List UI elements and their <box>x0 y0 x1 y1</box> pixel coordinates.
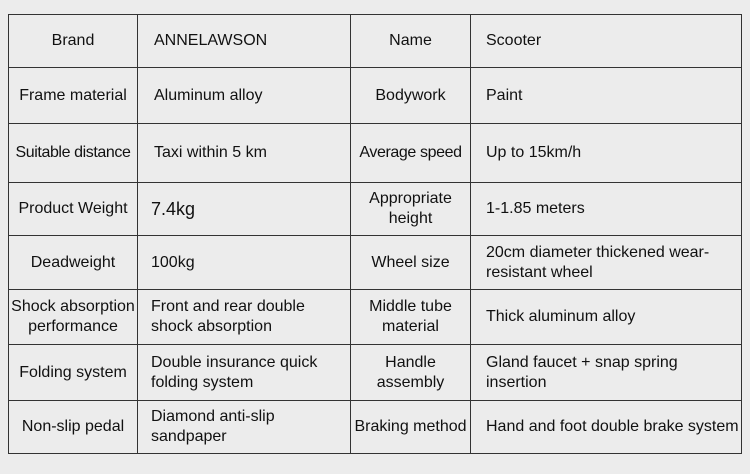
table-row <box>9 345 742 401</box>
spec-label: Frame material <box>9 68 138 124</box>
spec-label: Average speed <box>351 124 471 183</box>
spec-value: Gland faucet + snap spring insertion <box>471 345 742 401</box>
spec-label: Product Weight <box>9 183 138 236</box>
spec-value: ANNELAWSON <box>138 15 351 68</box>
table-row <box>9 124 742 183</box>
spec-value: Thick aluminum alloy <box>471 290 742 345</box>
spec-value: Front and rear double shock absorption <box>138 290 351 345</box>
spec-value: Aluminum alloy <box>138 68 351 124</box>
spec-label: Name <box>351 15 471 68</box>
spec-value: 7.4kg <box>138 183 351 236</box>
spec-label: Middle tube material <box>351 290 471 345</box>
spec-label: Braking method <box>351 401 471 454</box>
spec-value: Up to 15km/h <box>471 124 742 183</box>
spec-label: Wheel size <box>351 236 471 290</box>
spec-label: Folding system <box>9 345 138 401</box>
table-row <box>9 401 742 454</box>
spec-value: Paint <box>471 68 742 124</box>
spec-value: 20cm diameter thickened wear-resistant wheel <box>471 236 742 290</box>
spec-value: Double insurance quick folding system <box>138 345 351 401</box>
table-row <box>9 236 742 290</box>
spec-label: Non-slip pedal <box>9 401 138 454</box>
spec-value: 100kg <box>138 236 351 290</box>
spec-label: Suitable distance <box>9 124 138 183</box>
spec-value: 1-1.85 meters <box>471 183 742 236</box>
spec-label: Deadweight <box>9 236 138 290</box>
spec-label: Appropriate height <box>351 183 471 236</box>
spec-value: Taxi within 5 km <box>138 124 351 183</box>
table-row <box>9 290 742 345</box>
spec-label: Shock absorption performance <box>9 290 138 345</box>
product-spec-table <box>8 14 742 454</box>
spec-value: Hand and foot double brake system <box>471 401 742 454</box>
spec-label: Brand <box>9 15 138 68</box>
spec-value: Scooter <box>471 15 742 68</box>
spec-value: Diamond anti-slip sandpaper <box>138 401 351 454</box>
table-row <box>9 68 742 124</box>
table-row <box>9 15 742 68</box>
spec-label: Handle assembly <box>351 345 471 401</box>
table-row <box>9 183 742 236</box>
spec-label: Bodywork <box>351 68 471 124</box>
